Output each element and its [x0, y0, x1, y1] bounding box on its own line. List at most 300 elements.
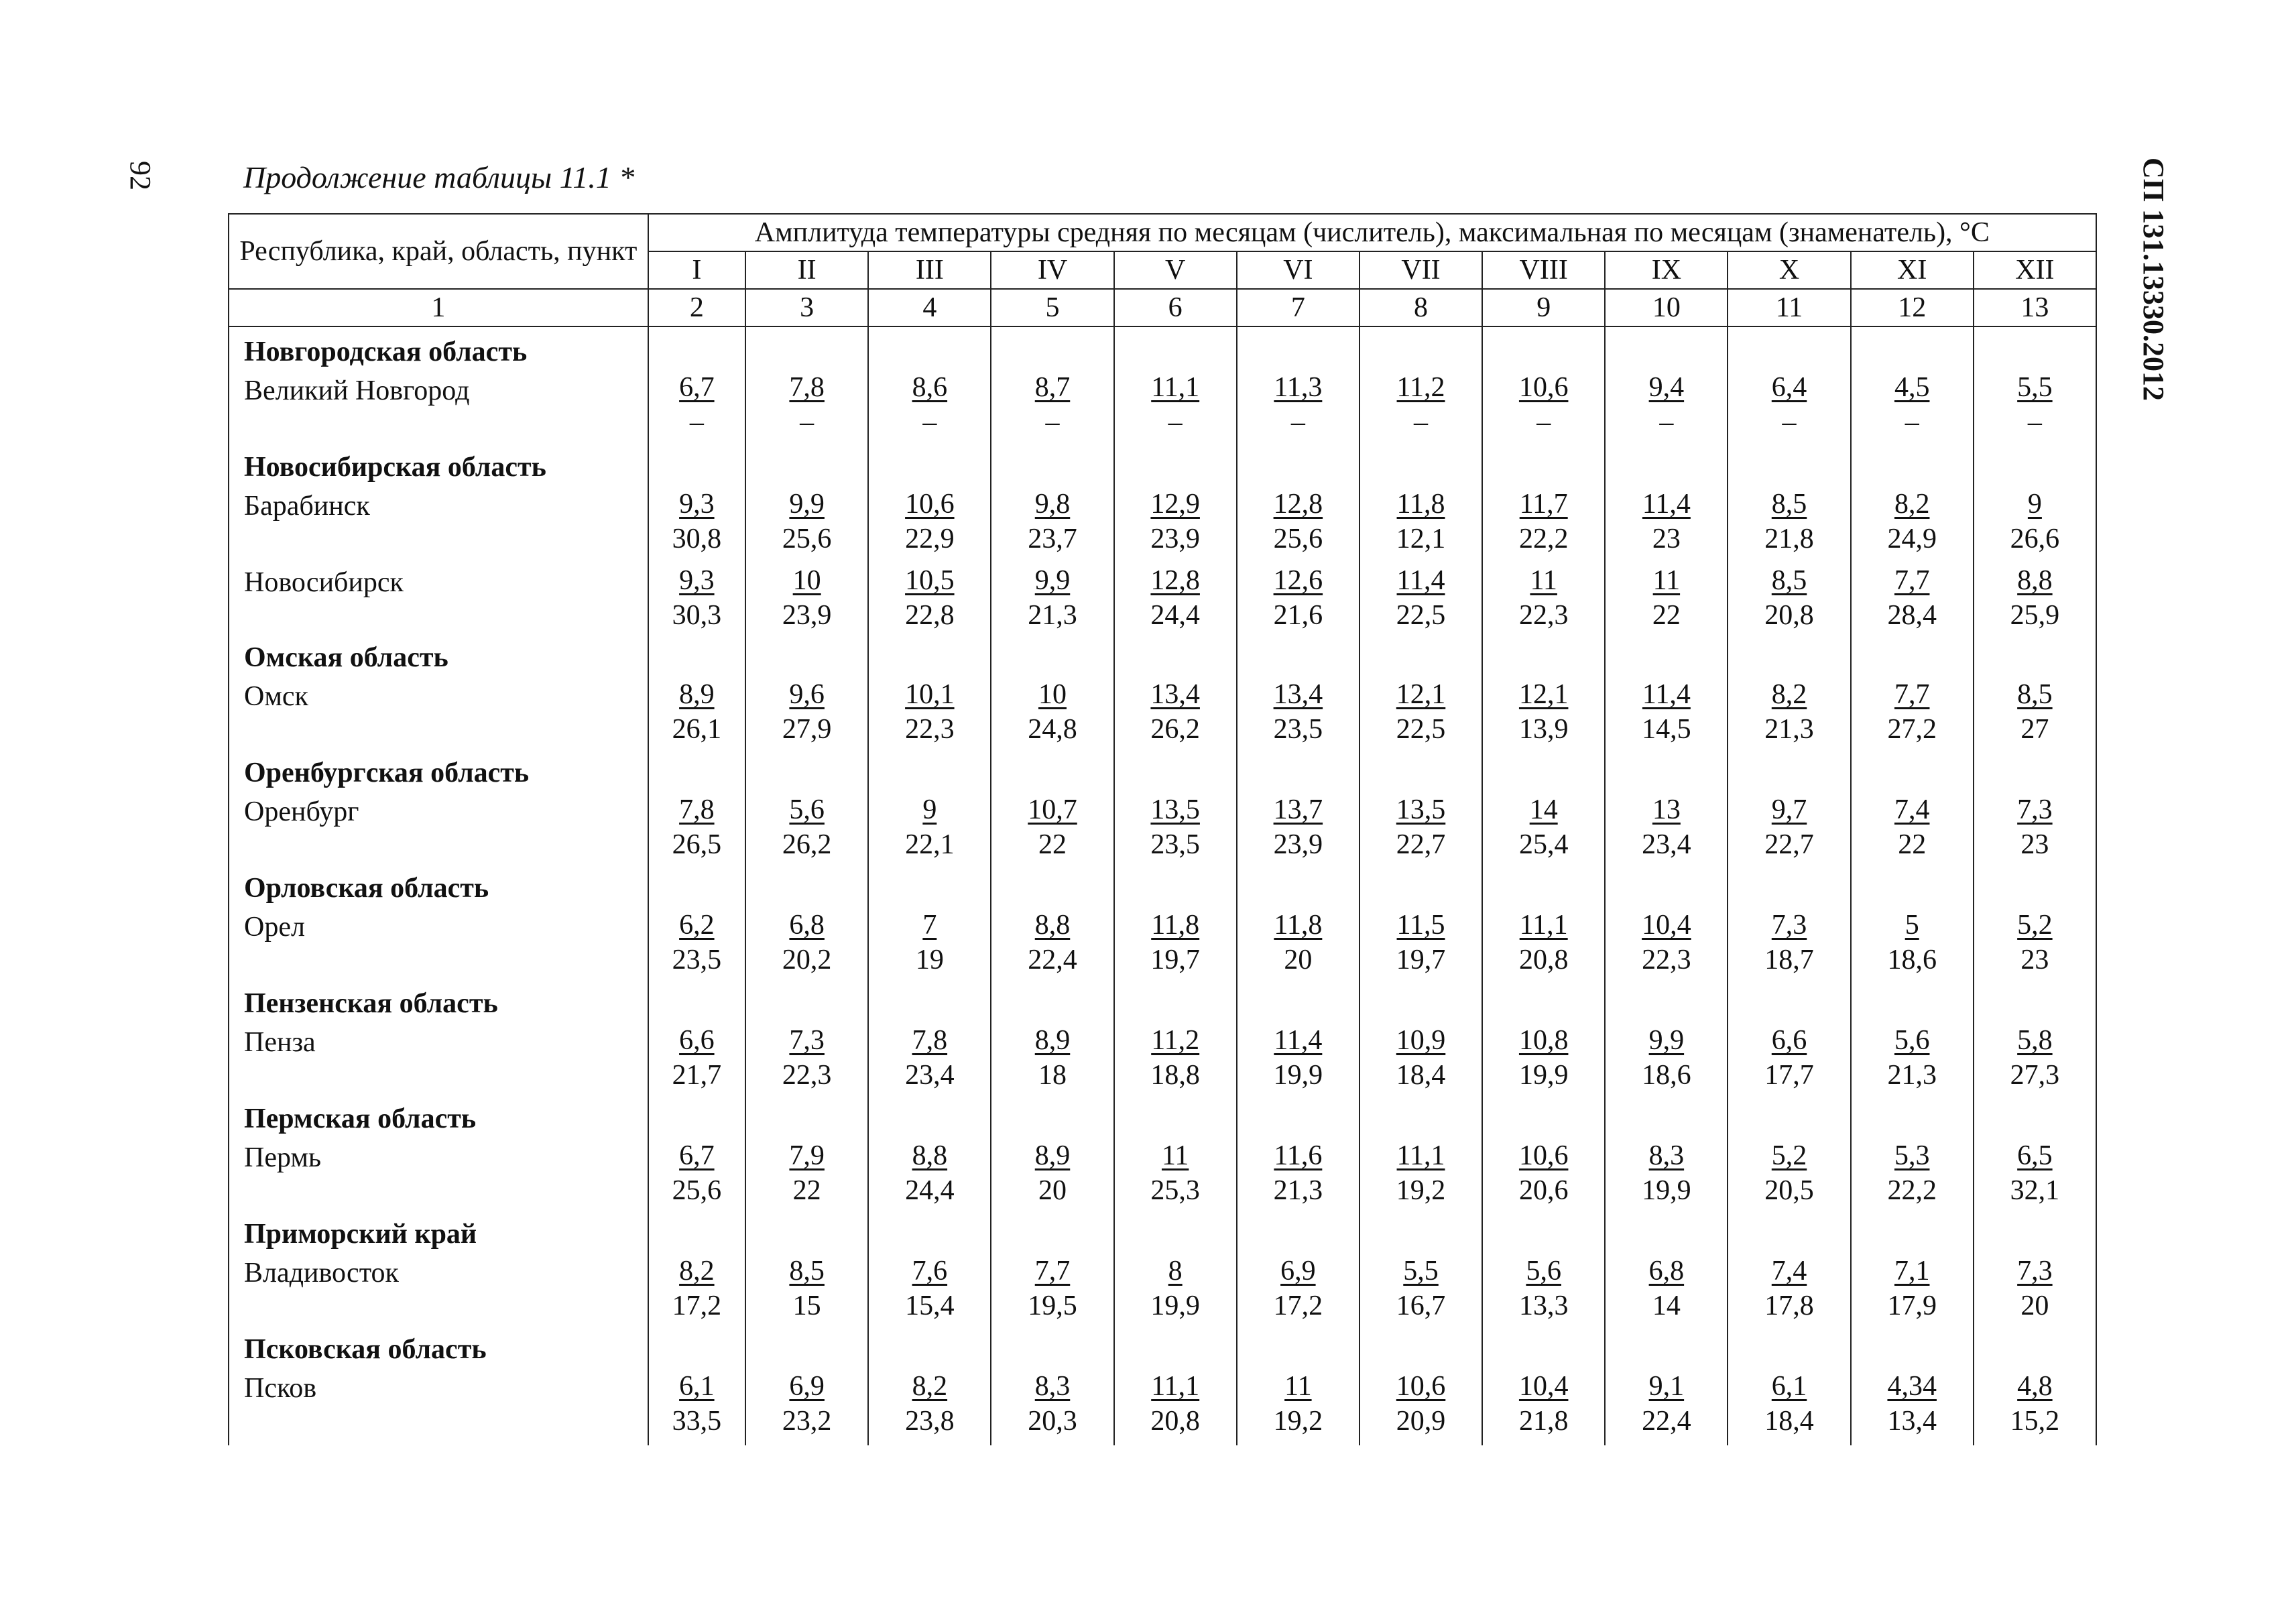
mean-amplitude: 11	[1284, 1371, 1312, 1402]
max-amplitude: 20,6	[1518, 1175, 1569, 1206]
max-amplitude: 26,5	[672, 829, 722, 860]
city-name: Пермь	[244, 1142, 322, 1173]
month-header: VI	[1237, 251, 1360, 289]
city-name: Омск	[244, 681, 308, 712]
value-cell	[745, 448, 868, 563]
value-cell	[1482, 869, 1605, 984]
mean-amplitude: 9,6	[789, 679, 825, 710]
value-cell	[1974, 1330, 2096, 1445]
place-cell	[229, 1330, 648, 1445]
column-number: 7	[1237, 289, 1360, 326]
value-cell	[648, 869, 745, 984]
value-cell	[1237, 1215, 1360, 1330]
mean-amplitude: 8,8	[912, 1140, 948, 1171]
city-name: Барабинск	[244, 491, 370, 522]
mean-amplitude: 11	[1652, 565, 1681, 596]
mean-amplitude: 10,1	[905, 679, 955, 710]
mean-amplitude: 5,5	[1403, 1256, 1439, 1286]
mean-amplitude: 6,8	[789, 910, 825, 941]
max-amplitude: 21,3	[1764, 714, 1814, 745]
value-cell	[648, 1330, 745, 1445]
value-cell	[1360, 1099, 1482, 1215]
max-amplitude: 22,4	[1642, 1406, 1691, 1437]
table-row	[229, 638, 2096, 754]
value-cell	[1482, 1330, 1605, 1445]
mean-amplitude: 6,6	[679, 1025, 715, 1056]
value-cell	[1728, 754, 1850, 869]
mean-amplitude: 10,6	[1518, 372, 1569, 403]
value-cell	[1237, 638, 1360, 754]
mean-amplitude: 8,2	[1894, 489, 1930, 520]
table-row	[229, 869, 2096, 984]
month-header: V	[1114, 251, 1237, 289]
value-cell	[868, 563, 991, 638]
mean-amplitude: 12,1	[1396, 679, 1446, 710]
max-amplitude: 20,2	[782, 945, 832, 975]
max-amplitude: 22,7	[1764, 829, 1814, 860]
region-name: Омская область	[244, 642, 448, 673]
mean-amplitude: 8,3	[1034, 1371, 1071, 1402]
value-cell	[1360, 448, 1482, 563]
column-number: 6	[1114, 289, 1237, 326]
value-cell	[1605, 326, 1728, 448]
place-cell	[229, 869, 648, 984]
mean-amplitude: 8,5	[2017, 679, 2053, 710]
max-amplitude: 21,3	[1273, 1175, 1323, 1206]
mean-amplitude: 11,1	[1519, 910, 1568, 941]
month-header: I	[648, 251, 745, 289]
mean-amplitude: 11,1	[1396, 1140, 1445, 1171]
value-cell	[868, 869, 991, 984]
max-amplitude: 14,5	[1642, 714, 1691, 745]
value-cell	[1114, 869, 1237, 984]
mean-amplitude: 11,8	[1396, 489, 1445, 520]
mean-amplitude: 8,2	[1771, 679, 1807, 710]
mean-amplitude: 5,6	[789, 794, 825, 825]
mean-amplitude: 8,2	[679, 1256, 715, 1286]
value-cell	[1605, 563, 1728, 638]
max-amplitude: 21,3	[1887, 1060, 1937, 1091]
value-cell	[1360, 563, 1482, 638]
value-cell	[648, 1099, 745, 1215]
max-amplitude: 19,9	[1150, 1290, 1200, 1321]
value-cell	[868, 1330, 991, 1445]
value-cell	[1482, 448, 1605, 563]
value-cell	[1728, 326, 1850, 448]
value-cell	[991, 1099, 1113, 1215]
mean-amplitude: 8,9	[679, 679, 715, 710]
value-cell	[1114, 1099, 1237, 1215]
max-amplitude: 20	[1038, 1175, 1067, 1206]
max-amplitude: –	[1536, 407, 1551, 438]
value-cell	[991, 638, 1113, 754]
mean-amplitude: 7,7	[1034, 1256, 1071, 1286]
max-amplitude: 22,2	[1887, 1175, 1937, 1206]
value-cell	[745, 1099, 868, 1215]
max-amplitude: 22	[1038, 829, 1067, 860]
max-amplitude: 18,8	[1150, 1060, 1200, 1091]
value-cell	[1605, 1330, 1728, 1445]
value-cell	[1974, 754, 2096, 869]
max-amplitude: 23,4	[1642, 829, 1691, 860]
value-cell	[1114, 1330, 1237, 1445]
max-amplitude: –	[1045, 407, 1060, 438]
table-row	[229, 1099, 2096, 1215]
max-amplitude: 26,1	[672, 714, 722, 745]
max-amplitude: 33,5	[672, 1406, 722, 1437]
mean-amplitude: 11,8	[1274, 910, 1323, 941]
region-name: Пермская область	[244, 1103, 477, 1134]
max-amplitude: 23	[2020, 829, 2049, 860]
mean-amplitude: 7,8	[679, 794, 715, 825]
mean-amplitude: 5,6	[1526, 1256, 1561, 1286]
mean-amplitude: 11,5	[1396, 910, 1445, 941]
city-name: Владивосток	[244, 1258, 399, 1288]
value-cell	[868, 1099, 991, 1215]
value-cell	[1974, 1099, 2096, 1215]
max-amplitude: –	[922, 407, 937, 438]
value-cell	[745, 1215, 868, 1330]
mean-amplitude: 8,5	[1771, 489, 1807, 520]
max-amplitude: 13,9	[1518, 714, 1569, 745]
mean-amplitude: 13,4	[1150, 679, 1200, 710]
value-cell	[1237, 984, 1360, 1099]
max-amplitude: 26,2	[782, 829, 832, 860]
table-row	[229, 1330, 2096, 1445]
max-amplitude: 19,7	[1150, 945, 1200, 975]
mean-amplitude: 11,2	[1151, 1025, 1200, 1056]
column-number: 1	[229, 289, 648, 326]
region-name: Новосибирская область	[244, 452, 546, 483]
value-cell	[1237, 326, 1360, 448]
max-amplitude: 21,8	[1764, 524, 1814, 554]
mean-amplitude: 9,3	[679, 565, 715, 596]
mean-amplitude: 11,7	[1519, 489, 1568, 520]
mean-amplitude: 9,1	[1648, 1371, 1685, 1402]
city-name: Псков	[244, 1373, 317, 1404]
mean-amplitude: 10,8	[1518, 1025, 1569, 1056]
column-number: 11	[1728, 289, 1850, 326]
max-amplitude: 22,1	[905, 829, 955, 860]
value-cell	[1114, 448, 1237, 563]
max-amplitude: –	[1168, 407, 1183, 438]
place-cell	[229, 563, 648, 638]
value-cell	[745, 984, 868, 1099]
max-amplitude: –	[800, 407, 814, 438]
max-amplitude: 18,4	[1396, 1060, 1446, 1091]
table-row	[229, 1215, 2096, 1330]
value-cell	[745, 326, 868, 448]
mean-amplitude: 11,4	[1396, 565, 1445, 596]
max-amplitude: 23,2	[782, 1406, 832, 1437]
page-number: 92	[124, 161, 157, 190]
value-cell	[745, 563, 868, 638]
value-cell	[1114, 326, 1237, 448]
value-cell	[1605, 1099, 1728, 1215]
value-cell	[1482, 638, 1605, 754]
mean-amplitude: 13,5	[1150, 794, 1200, 825]
value-cell	[1482, 754, 1605, 869]
max-amplitude: 18,6	[1642, 1060, 1691, 1091]
mean-amplitude: 4,5	[1894, 372, 1930, 403]
max-amplitude: 23	[2020, 945, 2049, 975]
mean-amplitude: 12,8	[1150, 565, 1200, 596]
place-cell	[229, 326, 648, 448]
column-number: 9	[1482, 289, 1605, 326]
value-cell	[1605, 1215, 1728, 1330]
mean-amplitude: 11,4	[1642, 679, 1691, 710]
max-amplitude: 25,6	[782, 524, 832, 554]
mean-amplitude: 9,4	[1648, 372, 1685, 403]
value-cell	[1605, 448, 1728, 563]
value-cell	[1728, 638, 1850, 754]
mean-amplitude: 11,3	[1274, 372, 1323, 403]
group-header: Амплитуда температуры средняя по месяцам (числитель), максимальная по месяцам (знаменатель), °С	[648, 214, 2096, 251]
place-cell	[229, 1099, 648, 1215]
month-header: III	[868, 251, 991, 289]
max-amplitude: 23,5	[672, 945, 722, 975]
mean-amplitude: 8,2	[912, 1371, 948, 1402]
value-cell	[745, 638, 868, 754]
value-cell	[1728, 1215, 1850, 1330]
max-amplitude: 21,8	[1518, 1406, 1569, 1437]
value-cell	[1114, 984, 1237, 1099]
mean-amplitude: 8,5	[789, 1256, 825, 1286]
max-amplitude: 20,8	[1764, 600, 1814, 631]
city-name: Пенза	[244, 1027, 316, 1058]
max-amplitude: 13,3	[1518, 1290, 1569, 1321]
max-amplitude: 22	[1898, 829, 1927, 860]
max-amplitude: 27,9	[782, 714, 832, 745]
value-cell	[1851, 984, 1974, 1099]
value-cell	[1851, 563, 1974, 638]
value-cell	[1237, 448, 1360, 563]
mean-amplitude: 5,2	[1771, 1140, 1807, 1171]
value-cell	[1360, 1215, 1482, 1330]
table-row	[229, 984, 2096, 1099]
value-cell	[1851, 1099, 1974, 1215]
max-amplitude: 23,5	[1273, 714, 1323, 745]
value-cell	[1237, 1099, 1360, 1215]
mean-amplitude: 7,7	[1894, 679, 1930, 710]
max-amplitude: 23,9	[1150, 524, 1200, 554]
place-cell	[229, 638, 648, 754]
value-cell	[1360, 1330, 1482, 1445]
max-amplitude: 20	[1284, 945, 1313, 975]
mean-amplitude: 9,9	[789, 489, 825, 520]
value-cell	[868, 1215, 991, 1330]
max-amplitude: 22	[792, 1175, 821, 1206]
mean-amplitude: 6,1	[679, 1371, 715, 1402]
value-cell	[1974, 448, 2096, 563]
mean-amplitude: 10,6	[1396, 1371, 1446, 1402]
mean-amplitude: 10,4	[1518, 1371, 1569, 1402]
max-amplitude: 23	[1652, 524, 1681, 554]
max-amplitude: 23,7	[1028, 524, 1077, 554]
mean-amplitude: 9,8	[1034, 489, 1071, 520]
mean-amplitude: 13	[1652, 794, 1681, 825]
mean-amplitude: 10,5	[905, 565, 955, 596]
value-cell	[1728, 984, 1850, 1099]
max-amplitude: 26,2	[1150, 714, 1200, 745]
value-cell	[1605, 869, 1728, 984]
mean-amplitude: 4,34	[1887, 1371, 1937, 1402]
value-cell	[1360, 638, 1482, 754]
mean-amplitude: 8,5	[1771, 565, 1807, 596]
value-cell	[1851, 1215, 1974, 1330]
column-number: 3	[745, 289, 868, 326]
mean-amplitude: 11,1	[1151, 1371, 1200, 1402]
max-amplitude: 15	[792, 1290, 821, 1321]
mean-amplitude: 7,1	[1894, 1256, 1930, 1286]
month-header: IV	[991, 251, 1113, 289]
mean-amplitude: 12,8	[1273, 489, 1323, 520]
value-cell	[1482, 1215, 1605, 1330]
mean-amplitude: 9,9	[1034, 565, 1071, 596]
max-amplitude: 19,5	[1028, 1290, 1077, 1321]
mean-amplitude: 7,3	[2017, 794, 2053, 825]
max-amplitude: 18,6	[1887, 945, 1937, 975]
value-cell	[868, 754, 991, 869]
max-amplitude: 22,5	[1396, 714, 1446, 745]
max-amplitude: 15,4	[905, 1290, 955, 1321]
mean-amplitude: 7,8	[912, 1025, 948, 1056]
month-header: II	[745, 251, 868, 289]
mean-amplitude: 5,8	[2017, 1025, 2053, 1056]
mean-amplitude: 7	[922, 910, 937, 941]
mean-amplitude: 11	[1530, 565, 1557, 596]
max-amplitude: 25,3	[1150, 1175, 1200, 1206]
max-amplitude: 22,5	[1396, 600, 1446, 631]
value-cell	[1851, 638, 1974, 754]
max-amplitude: 24,4	[905, 1175, 955, 1206]
mean-amplitude: 12,1	[1518, 679, 1569, 710]
max-amplitude: 25,6	[1273, 524, 1323, 554]
max-amplitude: 22,8	[905, 600, 955, 631]
value-cell	[1728, 1330, 1850, 1445]
month-header: XII	[1974, 251, 2096, 289]
mean-amplitude: 11,4	[1642, 489, 1691, 520]
max-amplitude: 19,9	[1273, 1060, 1323, 1091]
max-amplitude: 30,3	[672, 600, 722, 631]
value-cell	[648, 1215, 745, 1330]
month-header: X	[1728, 251, 1850, 289]
value-cell	[648, 638, 745, 754]
mean-amplitude: 6,2	[679, 910, 715, 941]
value-cell	[1482, 984, 1605, 1099]
max-amplitude: 23,4	[905, 1060, 955, 1091]
max-amplitude: 13,4	[1887, 1406, 1937, 1437]
max-amplitude: 22	[1652, 600, 1681, 631]
mean-amplitude: 11,1	[1151, 372, 1200, 403]
value-cell	[1237, 1330, 1360, 1445]
value-cell	[991, 869, 1113, 984]
max-amplitude: 22,4	[1028, 945, 1077, 975]
mean-amplitude: 10,9	[1396, 1025, 1446, 1056]
max-amplitude: 22,3	[782, 1060, 832, 1091]
mean-amplitude: 8	[1168, 1256, 1183, 1286]
value-cell	[1360, 754, 1482, 869]
city-name: Великий Новгород	[244, 375, 470, 406]
value-cell	[1974, 869, 2096, 984]
max-amplitude: 26,6	[2010, 524, 2060, 554]
value-cell	[1728, 563, 1850, 638]
max-amplitude: –	[2027, 407, 2042, 438]
max-amplitude: 19	[915, 945, 944, 975]
max-amplitude: 21,6	[1273, 600, 1323, 631]
mean-amplitude: 11,6	[1274, 1140, 1323, 1171]
mean-amplitude: 10,7	[1028, 794, 1077, 825]
max-amplitude: 19,9	[1518, 1060, 1569, 1091]
max-amplitude: 22,9	[905, 524, 955, 554]
max-amplitude: 21,3	[1028, 600, 1077, 631]
value-cell	[648, 984, 745, 1099]
max-amplitude: 28,4	[1887, 600, 1937, 631]
mean-amplitude: 13,7	[1273, 794, 1323, 825]
table-row	[229, 326, 2096, 448]
max-amplitude: 22,3	[1518, 600, 1569, 631]
mean-amplitude: 7,4	[1894, 794, 1930, 825]
mean-amplitude: 11	[1161, 1140, 1189, 1171]
value-cell	[1482, 326, 1605, 448]
city-name: Оренбург	[244, 796, 359, 827]
value-cell	[1114, 563, 1237, 638]
mean-amplitude: 10,4	[1642, 910, 1691, 941]
document-code: СП 131.13330.2012	[2137, 158, 2170, 401]
max-amplitude: 12,1	[1396, 524, 1446, 554]
value-cell	[868, 638, 991, 754]
max-amplitude: 17,2	[1273, 1290, 1323, 1321]
value-cell	[1237, 563, 1360, 638]
mean-amplitude: 6,7	[679, 1140, 715, 1171]
mean-amplitude: 5,3	[1894, 1140, 1930, 1171]
column-number: 13	[1974, 289, 2096, 326]
max-amplitude: 30,8	[672, 524, 722, 554]
mean-amplitude: 14	[1529, 794, 1558, 825]
mean-amplitude: 6,4	[1771, 372, 1807, 403]
value-cell	[991, 754, 1113, 869]
value-cell	[745, 869, 868, 984]
month-header: XI	[1851, 251, 1974, 289]
region-name: Приморский край	[244, 1219, 477, 1250]
mean-amplitude: 9,3	[679, 489, 715, 520]
max-amplitude: 17,8	[1764, 1290, 1814, 1321]
table-caption: Продолжение таблицы 11.1 *	[243, 160, 635, 194]
place-cell	[229, 448, 648, 563]
value-cell	[1851, 754, 1974, 869]
value-cell	[648, 754, 745, 869]
city-name: Орел	[244, 912, 305, 943]
mean-amplitude: 7,4	[1771, 1256, 1807, 1286]
value-cell	[991, 326, 1113, 448]
value-cell	[1237, 754, 1360, 869]
value-cell	[991, 448, 1113, 563]
table-row	[229, 754, 2096, 869]
max-amplitude: –	[1782, 407, 1797, 438]
max-amplitude: 25,9	[2010, 600, 2060, 631]
max-amplitude: 17,7	[1764, 1060, 1814, 1091]
value-cell	[745, 754, 868, 869]
mean-amplitude: 7,6	[912, 1256, 948, 1286]
max-amplitude: 20	[2020, 1290, 2049, 1321]
max-amplitude: –	[689, 407, 704, 438]
mean-amplitude: 10,6	[1518, 1140, 1569, 1171]
value-cell	[1360, 984, 1482, 1099]
region-name: Новгородская область	[244, 337, 528, 367]
value-cell	[1974, 326, 2096, 448]
mean-amplitude: 11,4	[1274, 1025, 1323, 1056]
max-amplitude: 24,9	[1887, 524, 1937, 554]
